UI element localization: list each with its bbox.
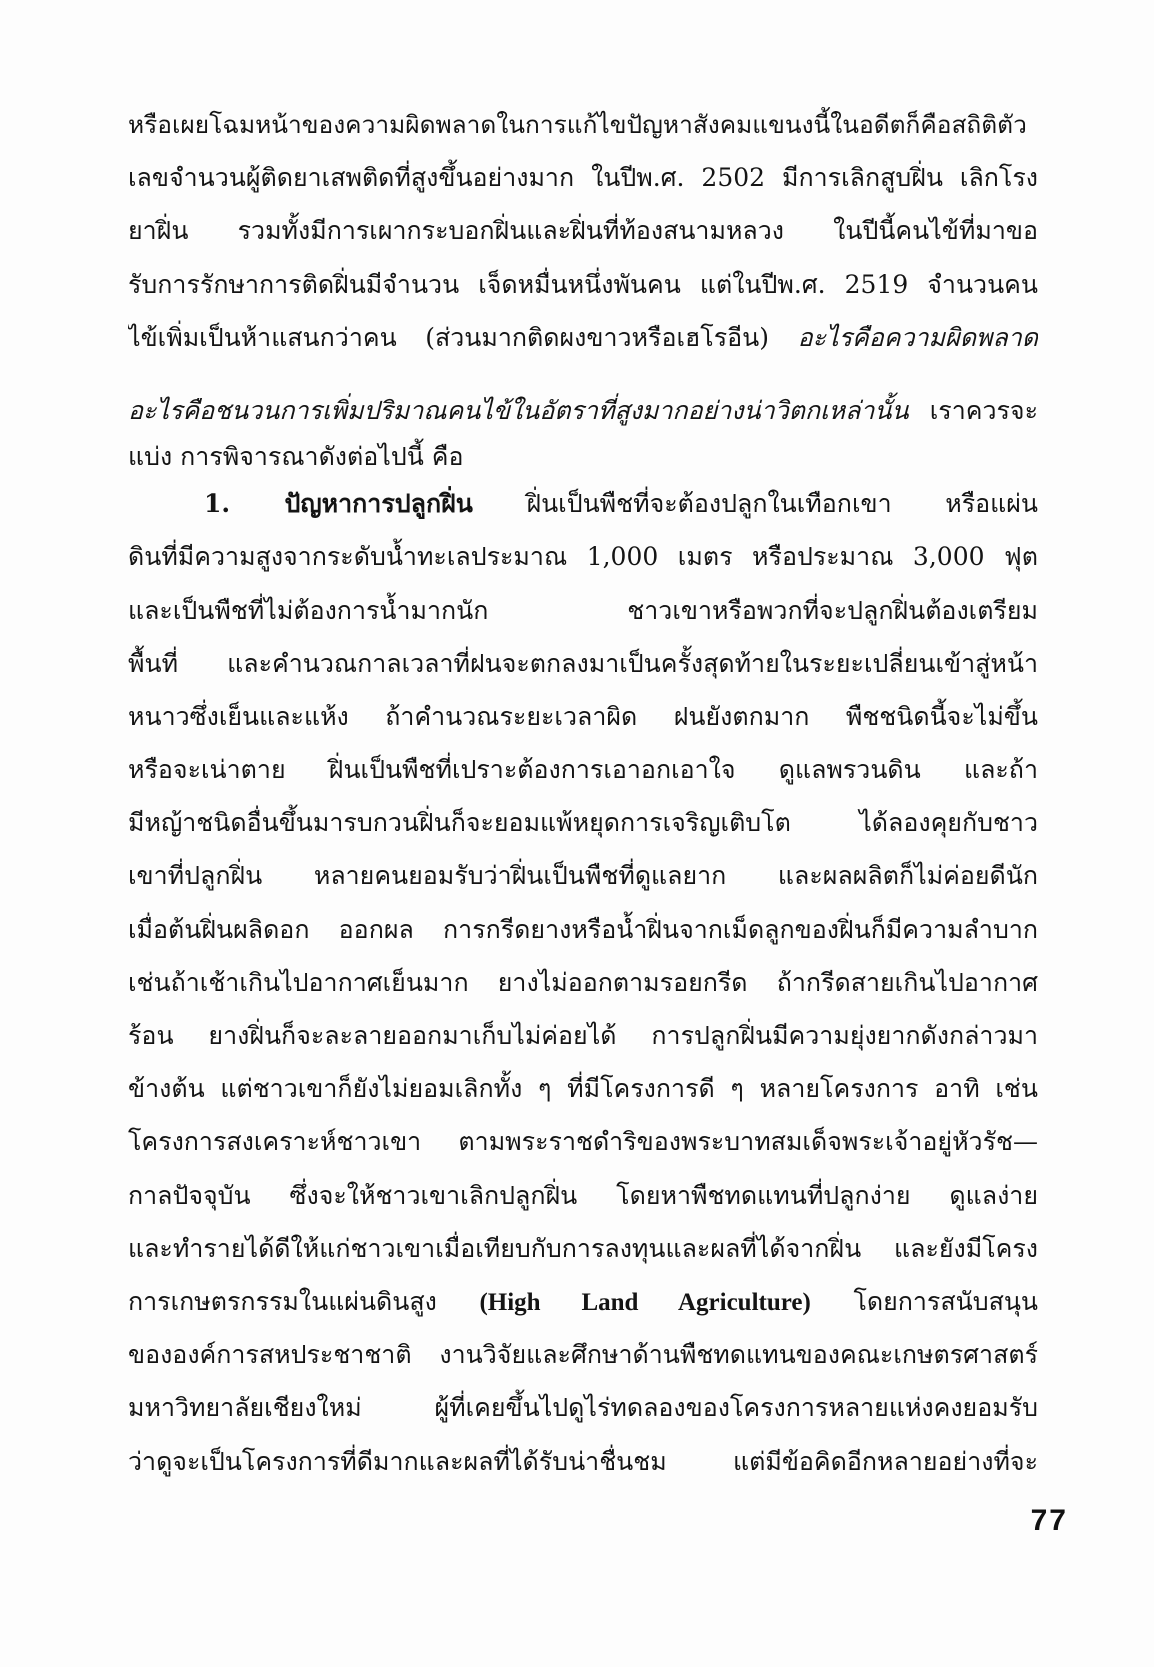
text-line-23: การเกษตรกรรมในแผ่นดินสูง (High Land Agriculture) โดยการสนับสนุน [128, 1286, 1038, 1316]
text-line-5: ไข้เพิ่มเป็นห้าแสนกว่าคน (ส่วนมากติดผงขาวหรือเฮโรอีน) อะไรคือความผิดพลาด [128, 322, 1038, 352]
text-line-25: มหาวิทยาลัยเชียงใหม่ ผู้ที่เคยขึ้นไปดูไร่ทดลองของโครงการหลายแห่งคงยอมรับ [128, 1393, 1038, 1423]
text-line-8: 1. ปัญหาการปลูกฝิ่น ฝิ่นเป็นพืชที่จะต้องปลูกในเทือกเขา หรือแผ่น [204, 489, 1038, 519]
section-heading: 1. ปัญหาการปลูกฝิ่น [204, 489, 473, 519]
text-line-21: กาลปัจจุบัน ซึ่งจะให้ชาวเขาเลิกปลูกฝิ่น โดยหาพืชทดแทนที่ปลูกง่าย ดูแลง่าย [128, 1180, 1038, 1210]
text-line-17: เช่นถ้าเช้าเกินไปอากาศเย็นมาก ยางไม่ออกตามรอยกรีด ถ้ากรีดสายเกินไปอากาศ [128, 967, 1038, 997]
text-line-24: ขององค์การสหประชาชาติ งานวิจัยและศึกษาด้านพืชทดแทนของคณะเกษตรศาสตร์ [128, 1340, 1038, 1370]
text-line-14: มีหญ้าชนิดอื่นขึ้นมารบกวนฝิ่นก็จะยอมแพ้หยุดการเจริญเติบโต ได้ลองคุยกับชาว [128, 808, 1038, 838]
text-line-12: หนาวซึ่งเย็นและแห้ง ถ้าคำนวณระยะเวลาผิด ฝนยังตกมาก พืชชนิดนี้จะไม่ขึ้น [128, 701, 1038, 731]
text-line-2: เลขจำนวนผู้ติดยาเสพติดที่สูงขึ้นอย่างมาก ในปีพ.ศ. 2502 มีการเลิกสูบฝิ่น เลิกโรง [128, 163, 1038, 193]
text-line-16: เมื่อต้นฝิ่นผลิดอก ออกผล การกรีดยางหรือน้ำฝิ่นจากเม็ดลูกของฝิ่นก็มีความลำบาก [128, 914, 1038, 944]
text-line-4: รับการรักษาการติดฝิ่นมีจำนวน เจ็ดหมื่นหนึ่งพันคน แต่ในปีพ.ศ. 2519 จำนวนคน [128, 269, 1038, 299]
page-number: 77 [1030, 1504, 1068, 1537]
text-line-9: ดินที่มีความสูงจากระดับน้ำทะเลประมาณ 1,000 เมตร หรือประมาณ 3,000 ฟุต [128, 542, 1038, 572]
text-line-26: ว่าดูจะเป็นโครงการที่ดีมากและผลที่ได้รับน่าชื่นชม แต่มีข้อคิดอีกหลายอย่างที่จะ [128, 1446, 1038, 1476]
text-line-7: แบ่ง การพิจารณาดังต่อไปนี้ คือ [128, 442, 464, 472]
english-term: (High Land Agriculture) [479, 1288, 811, 1316]
italic-question-1: อะไรคือความผิดพลาด [797, 322, 1038, 352]
text-line-6: อะไรคือชนวนการเพิ่มปริมาณคนไข้ในอัตราที่สูงมากอย่างน่าวิตกเหล่านั้น เราควรจะ [128, 395, 1038, 425]
body-text [128, 98, 1038, 1488]
text-line-10: และเป็นพืชที่ไม่ต้องการน้ำมากนัก ชาวเขาหรือพวกที่จะปลูกฝิ่นต้องเตรียม [128, 595, 1038, 625]
italic-question-2: อะไรคือชนวนการเพิ่มปริมาณคนไข้ในอัตราที่สูงมากอย่างน่าวิตกเหล่านั้น [128, 395, 909, 425]
text-line-15: เขาที่ปลูกฝิ่น หลายคนยอมรับว่าฝิ่นเป็นพืชที่ดูแลยาก และผลผลิตก็ไม่ค่อยดีนัก [128, 861, 1038, 891]
text-line-22: และทำรายได้ดีให้แก่ชาวเขาเมื่อเทียบกับการลงทุนและผลที่ได้จากฝิ่น และยังมีโครง [128, 1233, 1038, 1263]
text-line-20: โครงการสงเคราะห์ชาวเขา ตามพระราชดำริของพระบาทสมเด็จพระเจ้าอยู่หัวรัช— [128, 1127, 1038, 1157]
text-line-11: พื้นที่ และคำนวณกาลเวลาที่ฝนจะตกลงมาเป็นครั้งสุดท้ายในระยะเปลี่ยนเข้าสู่หน้า [128, 648, 1038, 678]
text-line-18: ร้อน ยางฝิ่นก็จะละลายออกมาเก็บไม่ค่อยได้ การปลูกฝิ่นมีความยุ่งยากดังกล่าวมา [128, 1021, 1038, 1050]
text-line-3: ยาฝิ่น รวมทั้งมีการเผากระบอกฝิ่นและฝิ่นที่ท้องสนามหลวง ในปีนี้คนไข้ที่มาขอ [128, 216, 1038, 246]
text-line-1: หรือเผยโฉมหน้าของความผิดพลาดในการแก้ไขปัญหาสังคมแขนงนี้ในอดีตก็คือสถิติตัว [128, 110, 1027, 139]
text-line-13: หรือจะเน่าตาย ฝิ่นเป็นพืชที่เปราะต้องการเอาอกเอาใจ ดูแลพรวนดิน และถ้า [128, 755, 1038, 785]
text-line-19: ข้างต้น แต่ชาวเขาก็ยังไม่ยอมเลิกทั้ง ๆ ที่มีโครงการดี ๆ หลายโครงการ อาทิ เช่น [128, 1074, 1038, 1104]
